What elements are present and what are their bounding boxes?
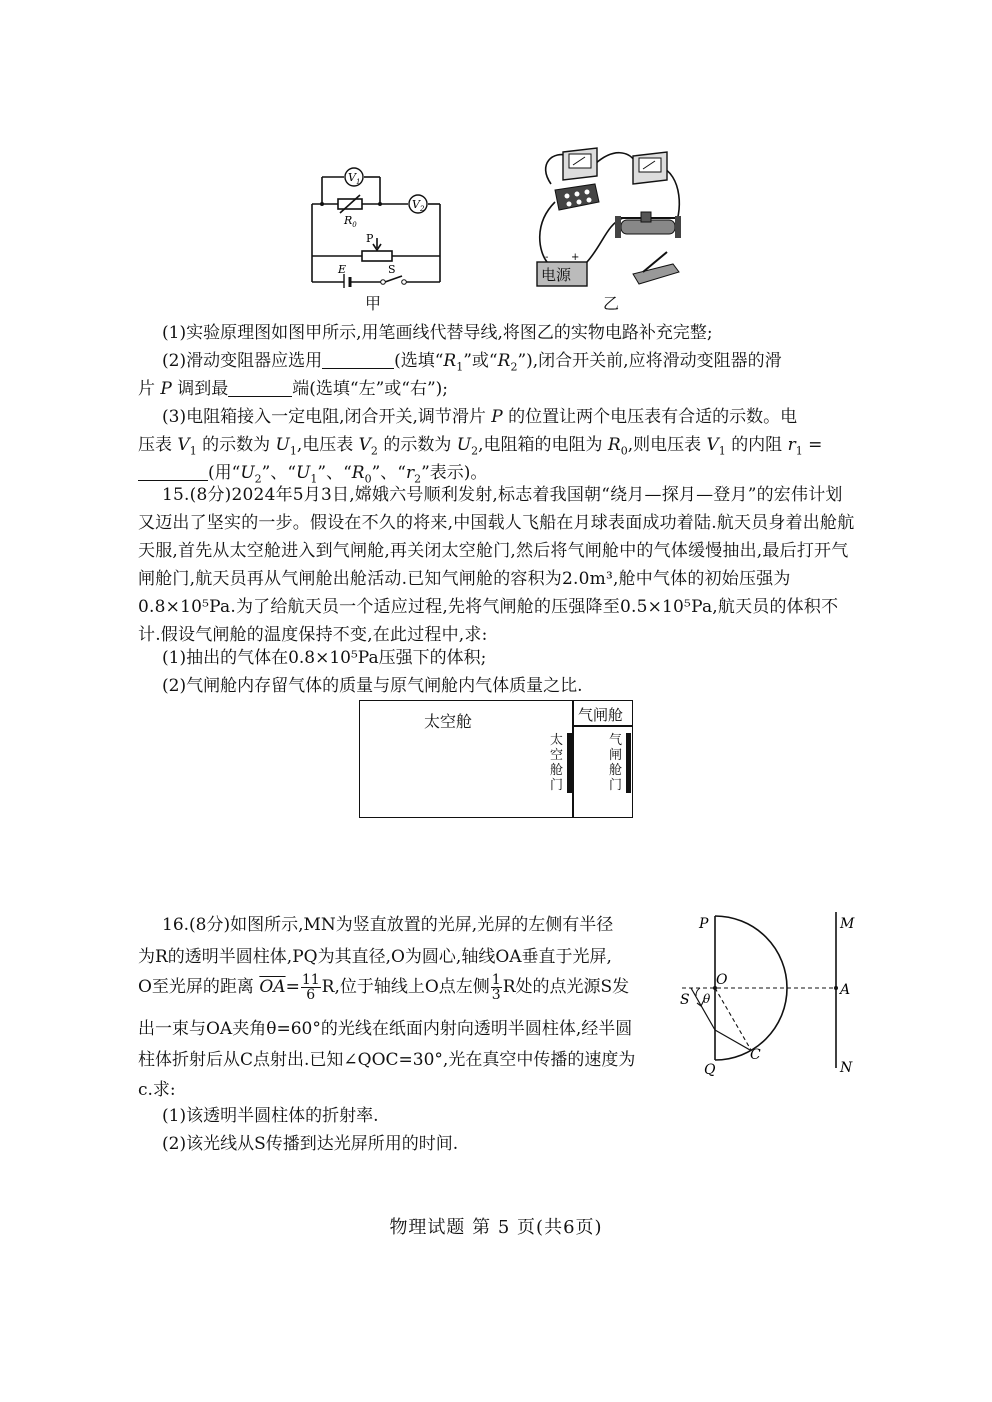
label-m: M: [840, 916, 855, 932]
power-source-label: 电源: [541, 266, 572, 284]
space-cabin-door: [567, 733, 572, 793]
q14-part3-cont: 压表 $V_1$ 的示数为 $U_1$,电压表 $V_2$ 的示数为 $U_2$,电阻箱的电阻为 $R_0$,则电压表 $V_1$ 的内阻 $r_1$ =: [138, 435, 823, 458]
q16-line3: O至光屏的距离 $\overline{OA}=$ $\frac{11}{6}$ R,位于轴线上O点左侧 $\frac{1}{3}$ R处的点光源S发: [138, 972, 630, 1003]
r0-label: $R_0$: [344, 214, 357, 229]
figure-yi-caption: 乙: [603, 294, 620, 313]
q14-part2: (2)滑动变阻器应选用 (选填“$R_1$”或“$R_2$”),闭合开关前,应将滑动变阻器的滑: [162, 351, 782, 374]
page-footer: 物理试题 第 5 页(共6页): [389, 1217, 603, 1238]
q15-body: 15.(8分)2024年5月3日,嫦娥六号顺利发射,标志着我国朝“绕月—探月—登月”的宏伟计划又迈出了坚实的一步。假设在不久的将来,中国载人飞船在月球表面成功着陆.航天员身着出舱航天服,首先从太空舱进入到气闸舱,再关闭太空舱门,然后将气闸舱中的气体缓慢抽出,最后打开气闸舱门,航天员再从气闸舱出舱活动.已知气闸舱的容积为2.0m³,舱中气体的初始压强为0.8×10⁵Pa.为了给航天员一个适应过程,先将气闸舱的压强降至0.5×10⁵Pa,航天员的体积不计.假设气闸舱的温度保持不变,在此过程中,求:: [138, 485, 855, 645]
power-plus: +: [571, 252, 580, 263]
space-cabin-door-label: 太 空 舱 门: [550, 733, 564, 793]
optics-diagram: [676, 904, 866, 1080]
q16-question1: (1)该透明半圆柱体的折射率.: [162, 1106, 379, 1126]
label-a: A: [840, 982, 851, 998]
e-label: E: [338, 263, 347, 276]
q16-line4: 出一束与OA夹角θ=60°的光线在纸面内射向透明半圆柱体,经半圆: [138, 1019, 633, 1039]
label-n: N: [840, 1060, 853, 1076]
q16-question2: (2)该光线从S传播到达光屏所用的时间.: [162, 1134, 459, 1154]
q14-blank-resistance[interactable]: [138, 462, 208, 481]
label-c: C: [750, 1047, 761, 1063]
label-q: Q: [704, 1062, 716, 1078]
circuit-diagram-jia: [300, 158, 450, 288]
q14-blank-end[interactable]: [228, 378, 292, 397]
q15-question1: (1)抽出的气体在0.8×10⁵Pa压强下的体积;: [162, 648, 487, 668]
v2-label: $V_2$: [412, 198, 425, 213]
s-label: S: [388, 263, 396, 276]
q16-line2: 为R的透明半圆柱体,PQ为其直径,O为圆心,轴线OA垂直于光屏,: [138, 947, 612, 967]
label-theta: θ: [703, 992, 711, 1006]
airlock-door: [626, 733, 631, 793]
cabin-diagram: [359, 700, 633, 818]
label-s: S: [680, 992, 690, 1008]
airlock-label: 气闸舱: [578, 706, 624, 724]
space-cabin-label: 太空舱: [424, 712, 473, 731]
q16-line6: c.求:: [138, 1080, 176, 1100]
q14-part3-answer: (用“$U_2$”、“$U_1$”、“$R_0$”、“$r_2$”表示)。: [138, 458, 487, 485]
q14-part1: (1)实验原理图如图甲所示,用笔画线代替导线,将图乙的实物电路补充完整;: [162, 323, 713, 343]
airlock-door-label: 气 闸 舱 门: [609, 733, 623, 793]
q15-question2: (2)气闸舱内存留气体的质量与原气闸舱内气体质量之比.: [162, 676, 583, 696]
label-p: P: [699, 916, 709, 932]
figure-jia-caption: 甲: [365, 294, 382, 313]
q14-part3: (3)电阻箱接入一定电阻,闭合开关,调节滑片 P 的位置让两个电压表有合适的示数。电: [162, 407, 798, 427]
physical-circuit-yi: [533, 144, 693, 290]
q14-part2-cont: 片 P 调到最 端(选填“左”或“右”);: [138, 379, 449, 399]
label-o: O: [716, 972, 728, 988]
q16-line5: 柱体折射后从C点射出.已知∠QOC=30°,光在真空中传播的速度为: [138, 1050, 636, 1070]
p-label: P: [366, 232, 374, 245]
q16-line1: 16.(8分)如图所示,MN为竖直放置的光屏,光屏的左侧有半径: [162, 915, 614, 935]
v1-label: $V_1$: [348, 171, 361, 186]
q14-blank-rheostat[interactable]: [322, 350, 394, 369]
power-minus: -: [545, 252, 549, 263]
